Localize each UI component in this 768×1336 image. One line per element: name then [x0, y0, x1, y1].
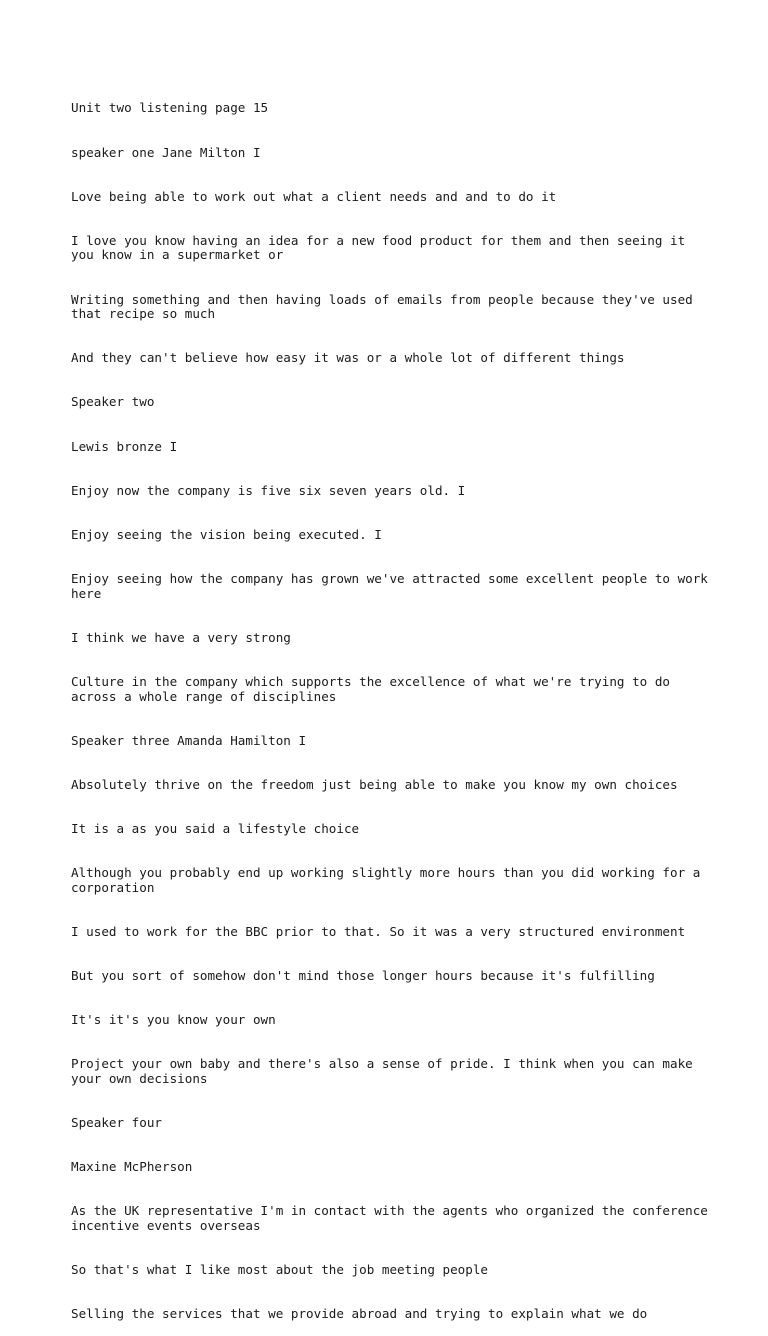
text-line: So that's what I like most about the job meeting people — [71, 1261, 489, 1277]
text-line: It is a as you said a lifestyle choice — [71, 820, 360, 836]
text-line: Speaker four — [71, 1114, 162, 1130]
text-line: Culture in the company which supports the excellence of what we're trying to do across a whole range of disciplines — [71, 673, 678, 704]
text-line: I love you know having an idea for a new food product for them and then seeing it you know in a supermarket or — [71, 232, 693, 263]
text-line: Although you probably end up working slightly more hours than you did working for a corporation — [71, 864, 708, 895]
text-line: Selling the services that we provide abroad and trying to explain what we do — [71, 1306, 648, 1322]
text-line: Enjoy seeing how the company has grown we've attracted some excellent people to work here — [71, 570, 716, 601]
text-line: Lewis bronze I — [71, 438, 178, 454]
text-line: Writing something and then having loads of emails from people because they've used that recipe so much — [71, 291, 701, 322]
text-line: Enjoy seeing the vision being executed. I — [71, 526, 382, 542]
text-line: Speaker three Amanda Hamilton I — [71, 732, 307, 748]
text-line: speaker one Jane Milton I — [71, 144, 261, 160]
text-line: Enjoy now the company is five six seven years old. I — [71, 482, 466, 498]
text-line: Project your own baby and there's also a sense of pride. I think when you can make your own decisions — [71, 1056, 701, 1086]
text-line: It's it's you know your own — [71, 1012, 276, 1027]
text-line: Maxine McPherson — [71, 1159, 193, 1175]
document-title: Unit two listening page 15 — [71, 100, 269, 116]
text-line: I think we have a very strong — [71, 629, 291, 645]
text-line: As the UK representative I'm in contact with the agents who organized the conference incentive events overseas — [71, 1203, 716, 1233]
text-line: Speaker two — [71, 394, 155, 410]
text-line: And they can't believe how easy it was or a whole lot of different things — [71, 350, 625, 366]
text-line: I used to work for the BBC prior to that. So it was a very structured environment — [71, 923, 686, 939]
text-line: But you sort of somehow don't mind those longer hours because it's fulfilling — [71, 967, 655, 983]
document-page — [71, 72, 716, 1336]
text-line: Love being able to work out what a client needs and and to do it — [71, 188, 557, 204]
text-line: Absolutely thrive on the freedom just being able to make you know my own choices — [71, 776, 678, 792]
